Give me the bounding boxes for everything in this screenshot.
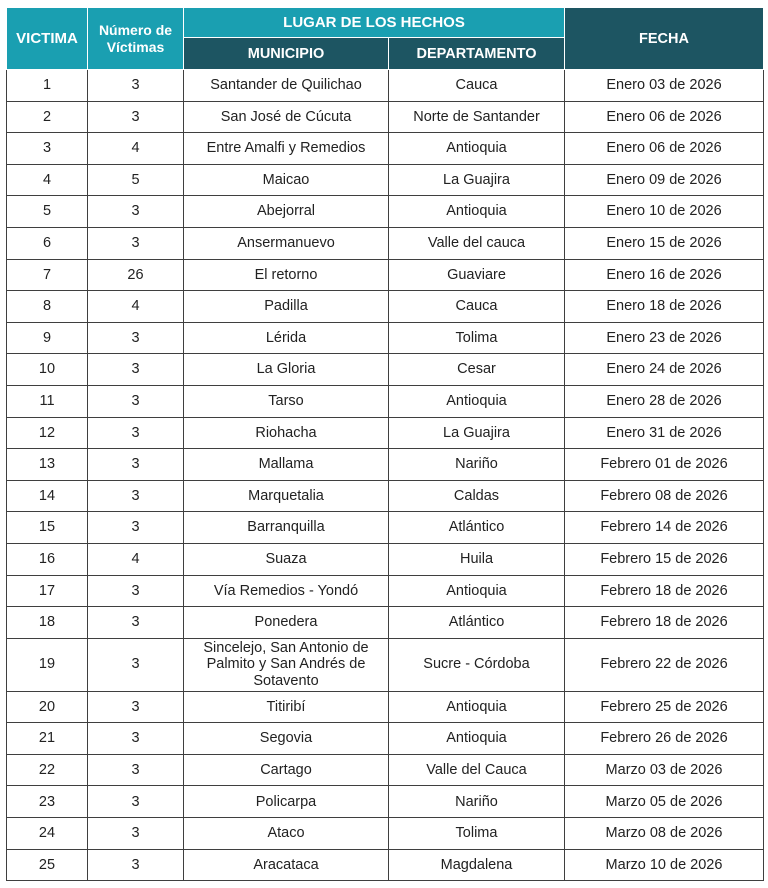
cell-numero-victimas: 4 (88, 543, 184, 575)
cell-municipio: Marquetalia (184, 480, 389, 512)
cell-fecha: Enero 03 de 2026 (565, 70, 764, 102)
cell-departamento: Norte de Santander (389, 101, 565, 133)
table-row (7, 354, 764, 386)
cell-municipio: Padilla (184, 291, 389, 323)
cell-victima: 2 (7, 101, 88, 133)
cell-departamento: Cauca (389, 291, 565, 323)
cell-numero-victimas: 3 (88, 101, 184, 133)
table-row (7, 291, 764, 323)
cell-victima: 21 (7, 723, 88, 755)
table-row (7, 543, 764, 575)
table-row (7, 818, 764, 850)
cell-victima: 5 (7, 196, 88, 228)
cell-fecha: Enero 06 de 2026 (565, 133, 764, 165)
cell-numero-victimas: 4 (88, 291, 184, 323)
cell-municipio: El retorno (184, 259, 389, 291)
cell-fecha: Enero 16 de 2026 (565, 259, 764, 291)
cell-departamento: La Guajira (389, 417, 565, 449)
massacre-table-container (6, 7, 763, 881)
table-row (7, 723, 764, 755)
cell-victima: 4 (7, 164, 88, 196)
cell-fecha: Febrero 18 de 2026 (565, 607, 764, 639)
table-row (7, 754, 764, 786)
cell-numero-victimas: 26 (88, 259, 184, 291)
header-municipio: MUNICIPIO (184, 38, 389, 70)
cell-departamento: Sucre - Córdoba (389, 638, 565, 691)
cell-fecha: Enero 18 de 2026 (565, 291, 764, 323)
cell-departamento: Antioquia (389, 691, 565, 723)
cell-victima: 16 (7, 543, 88, 575)
cell-municipio: Cartago (184, 754, 389, 786)
cell-numero-victimas: 3 (88, 354, 184, 386)
cell-municipio: Abejorral (184, 196, 389, 228)
table-row (7, 638, 764, 691)
table-row (7, 512, 764, 544)
cell-victima: 1 (7, 70, 88, 102)
cell-municipio: Ansermanuevo (184, 227, 389, 259)
cell-departamento: Tolima (389, 818, 565, 850)
cell-victima: 14 (7, 480, 88, 512)
table-row (7, 227, 764, 259)
cell-victima: 9 (7, 322, 88, 354)
table-row (7, 259, 764, 291)
table-body (7, 70, 764, 881)
cell-numero-victimas: 3 (88, 480, 184, 512)
cell-victima: 7 (7, 259, 88, 291)
cell-fecha: Febrero 22 de 2026 (565, 638, 764, 691)
cell-departamento: Antioquia (389, 196, 565, 228)
cell-departamento: Antioquia (389, 723, 565, 755)
cell-municipio: Barranquilla (184, 512, 389, 544)
cell-numero-victimas: 3 (88, 449, 184, 481)
table-row (7, 196, 764, 228)
cell-victima: 24 (7, 818, 88, 850)
header-lugar-de-los-hechos: LUGAR DE LOS HECHOS (184, 8, 565, 38)
cell-fecha: Marzo 10 de 2026 (565, 849, 764, 881)
cell-municipio: Segovia (184, 723, 389, 755)
cell-fecha: Enero 09 de 2026 (565, 164, 764, 196)
cell-fecha: Enero 10 de 2026 (565, 196, 764, 228)
cell-municipio: Sincelejo, San Antonio de Palmito y San Andrés de Sotavento (184, 638, 389, 691)
cell-fecha: Enero 31 de 2026 (565, 417, 764, 449)
table-row (7, 786, 764, 818)
header-departamento: DEPARTAMENTO (389, 38, 565, 70)
header-fecha: FECHA (565, 8, 764, 70)
cell-victima: 20 (7, 691, 88, 723)
cell-numero-victimas: 3 (88, 786, 184, 818)
cell-victima: 10 (7, 354, 88, 386)
table-row (7, 691, 764, 723)
cell-victima: 23 (7, 786, 88, 818)
massacre-table (6, 7, 764, 881)
header-numero-victimas-label: Número de Víctimas (98, 21, 173, 55)
cell-victima: 6 (7, 227, 88, 259)
cell-municipio: Titiribí (184, 691, 389, 723)
cell-departamento: Antioquia (389, 133, 565, 165)
cell-numero-victimas: 3 (88, 227, 184, 259)
cell-fecha: Enero 06 de 2026 (565, 101, 764, 133)
cell-departamento: Nariño (389, 786, 565, 818)
cell-departamento: La Guajira (389, 164, 565, 196)
cell-numero-victimas: 3 (88, 849, 184, 881)
table-row (7, 322, 764, 354)
table-row (7, 164, 764, 196)
cell-departamento: Tolima (389, 322, 565, 354)
cell-municipio: Suaza (184, 543, 389, 575)
cell-departamento: Antioquia (389, 385, 565, 417)
header-numero-victimas (88, 8, 184, 70)
cell-numero-victimas: 3 (88, 607, 184, 639)
cell-numero-victimas: 3 (88, 638, 184, 691)
cell-municipio: Entre Amalfi y Remedios (184, 133, 389, 165)
cell-departamento: Valle del cauca (389, 227, 565, 259)
cell-victima: 3 (7, 133, 88, 165)
table-header (7, 8, 764, 70)
cell-municipio: Tarso (184, 385, 389, 417)
cell-departamento: Valle del Cauca (389, 754, 565, 786)
table-row (7, 575, 764, 607)
cell-numero-victimas: 3 (88, 691, 184, 723)
cell-fecha: Febrero 15 de 2026 (565, 543, 764, 575)
cell-numero-victimas: 5 (88, 164, 184, 196)
cell-fecha: Marzo 05 de 2026 (565, 786, 764, 818)
table-row (7, 480, 764, 512)
table-row (7, 849, 764, 881)
cell-victima: 11 (7, 385, 88, 417)
cell-victima: 17 (7, 575, 88, 607)
cell-numero-victimas: 3 (88, 322, 184, 354)
cell-municipio: Ataco (184, 818, 389, 850)
cell-victima: 25 (7, 849, 88, 881)
cell-fecha: Marzo 03 de 2026 (565, 754, 764, 786)
cell-fecha: Enero 15 de 2026 (565, 227, 764, 259)
cell-municipio: Ponedera (184, 607, 389, 639)
cell-departamento: Atlántico (389, 607, 565, 639)
cell-fecha: Febrero 18 de 2026 (565, 575, 764, 607)
header-victima: VICTIMA (7, 8, 88, 70)
cell-victima: 22 (7, 754, 88, 786)
cell-numero-victimas: 4 (88, 133, 184, 165)
cell-victima: 15 (7, 512, 88, 544)
cell-numero-victimas: 3 (88, 512, 184, 544)
cell-departamento: Magdalena (389, 849, 565, 881)
cell-municipio: Lérida (184, 322, 389, 354)
cell-fecha: Febrero 08 de 2026 (565, 480, 764, 512)
cell-departamento: Guaviare (389, 259, 565, 291)
cell-numero-victimas: 3 (88, 385, 184, 417)
cell-numero-victimas: 3 (88, 70, 184, 102)
cell-fecha: Marzo 08 de 2026 (565, 818, 764, 850)
table-row (7, 449, 764, 481)
table-row (7, 70, 764, 102)
cell-municipio: La Gloria (184, 354, 389, 386)
cell-departamento: Huila (389, 543, 565, 575)
cell-departamento: Antioquia (389, 575, 565, 607)
cell-departamento: Nariño (389, 449, 565, 481)
cell-departamento: Caldas (389, 480, 565, 512)
cell-municipio: Santander de Quilichao (184, 70, 389, 102)
cell-victima: 18 (7, 607, 88, 639)
cell-victima: 19 (7, 638, 88, 691)
cell-fecha: Febrero 26 de 2026 (565, 723, 764, 755)
cell-fecha: Febrero 14 de 2026 (565, 512, 764, 544)
cell-numero-victimas: 3 (88, 754, 184, 786)
cell-municipio: Policarpa (184, 786, 389, 818)
cell-victima: 12 (7, 417, 88, 449)
cell-numero-victimas: 3 (88, 818, 184, 850)
cell-departamento: Cesar (389, 354, 565, 386)
cell-fecha: Enero 28 de 2026 (565, 385, 764, 417)
cell-fecha: Enero 23 de 2026 (565, 322, 764, 354)
cell-municipio: Vía Remedios - Yondó (184, 575, 389, 607)
cell-numero-victimas: 3 (88, 723, 184, 755)
cell-fecha: Enero 24 de 2026 (565, 354, 764, 386)
cell-numero-victimas: 3 (88, 575, 184, 607)
cell-fecha: Febrero 01 de 2026 (565, 449, 764, 481)
cell-municipio: Riohacha (184, 417, 389, 449)
cell-departamento: Atlántico (389, 512, 565, 544)
table-row (7, 417, 764, 449)
cell-departamento: Cauca (389, 70, 565, 102)
cell-municipio: Aracataca (184, 849, 389, 881)
cell-municipio: Mallama (184, 449, 389, 481)
cell-numero-victimas: 3 (88, 417, 184, 449)
cell-fecha: Febrero 25 de 2026 (565, 691, 764, 723)
cell-numero-victimas: 3 (88, 196, 184, 228)
cell-municipio: San José de Cúcuta (184, 101, 389, 133)
cell-victima: 13 (7, 449, 88, 481)
cell-victima: 8 (7, 291, 88, 323)
table-row (7, 385, 764, 417)
table-row (7, 607, 764, 639)
table-row (7, 133, 764, 165)
table-row (7, 101, 764, 133)
cell-municipio: Maicao (184, 164, 389, 196)
